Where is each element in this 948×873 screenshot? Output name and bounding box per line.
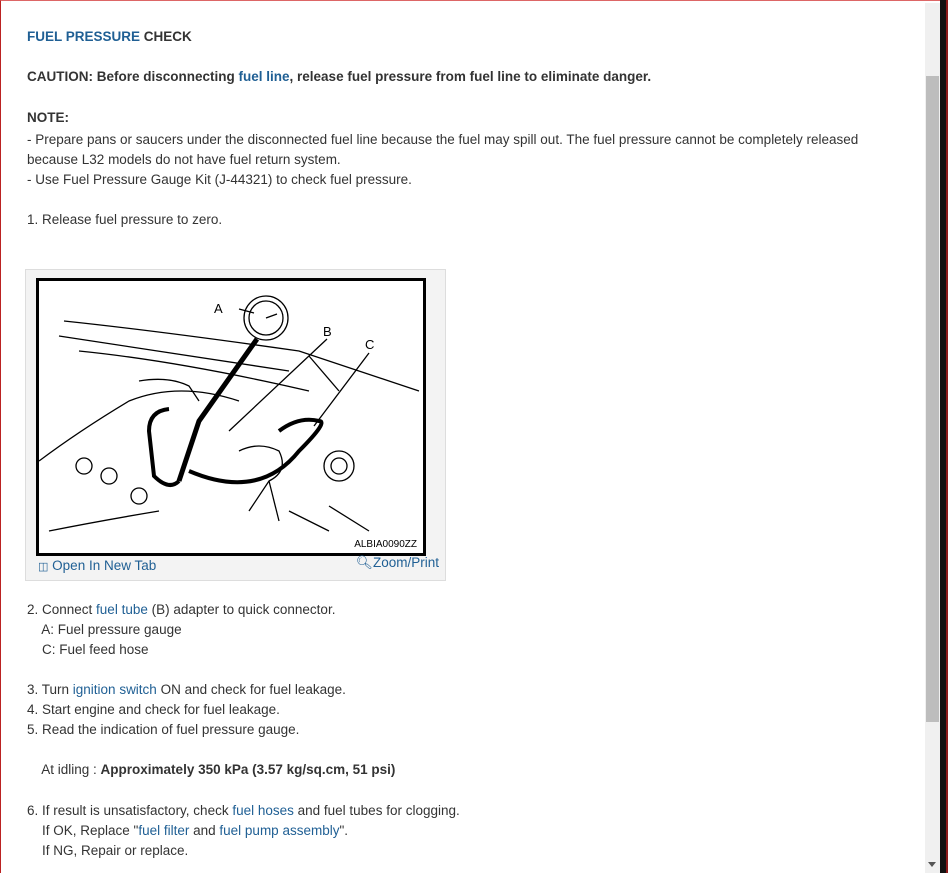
label-a: A xyxy=(214,301,223,316)
new-tab-icon: ◫ xyxy=(38,561,49,573)
step-6 xyxy=(27,801,460,821)
zoom-print-label: Zoom/Print xyxy=(372,555,439,570)
step3-pre: 3. Turn xyxy=(27,682,73,697)
scroll-down-arrow-icon[interactable] xyxy=(928,862,936,867)
figure-panel xyxy=(25,269,446,581)
zoom-print-link[interactable] xyxy=(356,555,439,571)
step-5: 5. Read the indication of fuel pressure gauge. xyxy=(27,722,300,737)
title-text: CHECK xyxy=(140,29,192,44)
note-line: - Prepare pans or saucers under the disconnected fuel line because the fuel may spill out. The fuel pressure cannot be completely released xyxy=(27,132,859,147)
step-6-ng: If NG, Repair or replace. xyxy=(27,843,189,858)
open-in-new-tab-link[interactable] xyxy=(38,558,156,573)
step2-pre: 2. Connect xyxy=(27,602,97,617)
note-line: because L32 models do not have fuel return system. xyxy=(27,152,341,167)
idle-value: Approximately 350 kPa (3.57 kg/sq.cm, 51 psi) xyxy=(100,762,396,777)
figure-code: ALBIA0090ZZ xyxy=(354,539,417,550)
step6-pre: 6. If result is unsatisfactory, check xyxy=(27,803,233,818)
ok-post: ". xyxy=(339,823,349,838)
scrollbar-thumb[interactable] xyxy=(926,76,939,722)
fuel-tube-link[interactable]: fuel tube xyxy=(96,602,148,617)
legend-c: C: Fuel feed hose xyxy=(27,642,149,657)
idle-label: At idling : xyxy=(27,762,101,777)
zoom-icon: 🔍︎ xyxy=(355,555,373,570)
legend-a: A: Fuel pressure gauge xyxy=(27,622,182,637)
step2-post: (B) adapter to quick connector. xyxy=(147,602,336,617)
fuel-line-link[interactable]: fuel line xyxy=(238,69,290,84)
ignition-switch-link[interactable]: ignition switch xyxy=(72,682,157,697)
fuel-filter-link[interactable]: fuel filter xyxy=(138,823,190,838)
step3-post: ON and check for fuel leakage. xyxy=(156,682,346,697)
step6-post: and fuel tubes for clogging. xyxy=(293,803,460,818)
step-3 xyxy=(27,680,346,700)
step-2 xyxy=(27,600,335,620)
page-title xyxy=(27,27,192,47)
fuel-pump-assembly-link[interactable]: fuel pump assembly xyxy=(219,823,340,838)
caution-text xyxy=(27,67,651,87)
fuel-gauge-illustration[interactable] xyxy=(36,278,426,556)
ok-pre: If OK, Replace " xyxy=(27,823,139,838)
vertical-scrollbar[interactable] xyxy=(925,3,940,873)
open-tab-label: Open In New Tab xyxy=(52,558,157,573)
note-label: NOTE: xyxy=(27,110,69,125)
fuel-hoses-link[interactable]: fuel hoses xyxy=(232,803,294,818)
label-c: C xyxy=(365,337,375,352)
caution-post: , release fuel pressure from fuel line to eliminate danger. xyxy=(289,69,652,84)
step-4: 4. Start engine and check for fuel leakage. xyxy=(27,702,280,717)
step-6-ok xyxy=(27,821,348,841)
illustration-drawing xyxy=(39,281,423,553)
step-1: 1. Release fuel pressure to zero. xyxy=(27,212,223,227)
title-link[interactable]: FUEL PRESSURE xyxy=(27,29,141,44)
idle-spec xyxy=(27,760,395,780)
ok-mid: and xyxy=(189,823,220,838)
window-edge xyxy=(940,0,948,873)
label-b: B xyxy=(323,324,332,339)
caution-pre: CAUTION: Before disconnecting xyxy=(27,69,239,84)
note-line: - Use Fuel Pressure Gauge Kit (J-44321) to check fuel pressure. xyxy=(27,172,412,187)
